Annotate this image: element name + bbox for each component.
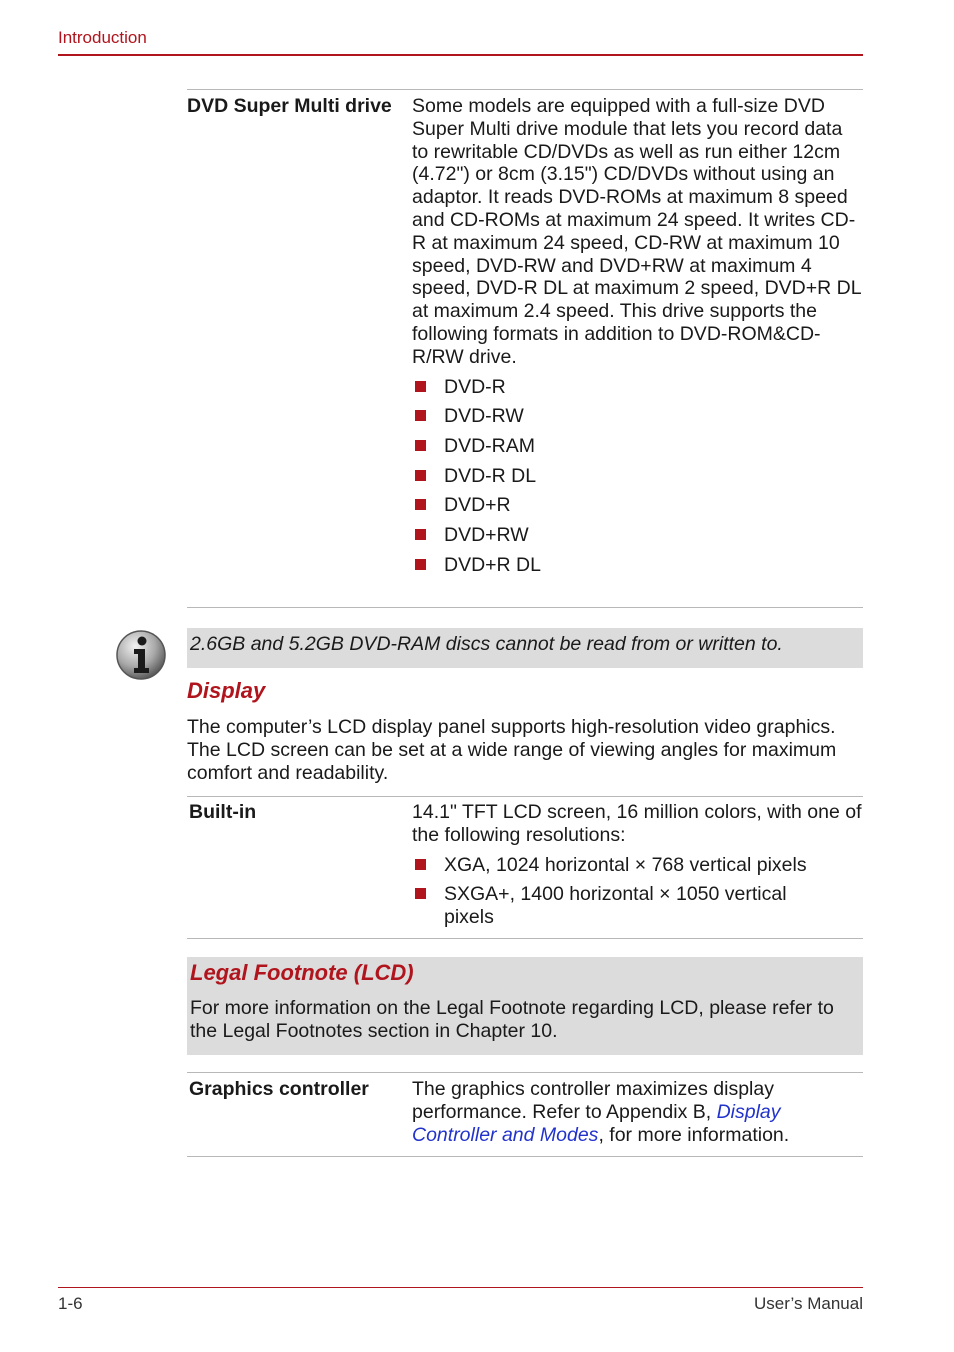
graphics-text-before: The graphics controller maximizes display performance. Refer to Appendix B,	[412, 1078, 774, 1123]
legal-footnote-title: Legal Footnote (LCD)	[190, 960, 414, 985]
list-item: DVD-R	[412, 376, 862, 399]
builtin-description: 14.1" TFT LCD screen, 16 million colors, with one of the following resolutions:	[412, 801, 862, 846]
table-bottom-rule	[187, 1156, 863, 1157]
list-item: DVD+R	[412, 494, 862, 517]
list-item: DVD-R DL	[412, 465, 862, 488]
display-controller-link[interactable]: Display Controller and Modes	[412, 1100, 781, 1146]
footer-title: User’s Manual	[754, 1294, 863, 1313]
dvd-drive-term: DVD Super Multi drive	[187, 95, 392, 117]
table-top-rule	[187, 1072, 863, 1073]
legal-footnote-text: For more information on the Legal Footnote regarding LCD, please refer to the Legal Footnotes section in Chapter 10.	[190, 997, 834, 1042]
footer-rule	[58, 1287, 863, 1288]
running-header: Introduction	[58, 28, 147, 47]
dvd-drive-definition	[412, 95, 862, 576]
table-top-rule	[187, 796, 863, 797]
builtin-definition	[412, 801, 862, 929]
table-top-rule	[187, 89, 863, 90]
section-title-display: Display	[187, 678, 266, 703]
page-number: 1-6	[58, 1294, 83, 1313]
list-item: DVD+RW	[412, 524, 862, 547]
list-item: DVD+R DL	[412, 554, 862, 577]
graphics-term: Graphics controller	[189, 1078, 369, 1100]
list-item: XGA, 1024 horizontal × 768 vertical pixels	[412, 854, 862, 877]
dvd-format-list	[412, 376, 862, 577]
table-bottom-rule	[187, 938, 863, 939]
list-item: DVD-RW	[412, 405, 862, 428]
graphics-text-after: , for more information.	[598, 1123, 790, 1146]
graphics-definition	[412, 1078, 852, 1146]
display-intro: The computer’s LCD display panel supports high-resolution video graphics. The LCD screen can be set at a wide range of viewing angles for maximum comfort and readability.	[187, 716, 837, 784]
resolution-list	[412, 854, 862, 929]
list-item: DVD-RAM	[412, 435, 862, 458]
info-icon	[115, 629, 167, 681]
builtin-term: Built-in	[189, 801, 257, 823]
table-bottom-rule	[187, 607, 863, 608]
list-item: SXGA+, 1400 horizontal × 1050 vertical pixels	[412, 883, 814, 929]
header-rule	[58, 54, 863, 56]
dvd-drive-description: Some models are equipped with a full-size DVD Super Multi drive module that lets you record data to rewritable CD/DVDs as well as run either 12cm (4.72") or 8cm (3.15") CD/DVDs without using an adaptor. It reads DVD-ROMs at maximum 8 speed and CD-ROMs at maximum 24 speed. It writes CD-R at maximum 24 speed, CD-RW at maximum 10 speed, DVD-RW and DVD+RW at maximum 4 speed, DVD-R DL at maximum 2 speed, DVD+R DL at maximum 2.4 speed. This drive supports the following formats in addition to DVD-ROM&CD-R/RW drive.	[412, 95, 861, 368]
note-text: 2.6GB and 5.2GB DVD-RAM discs cannot be read from or written to.	[190, 633, 783, 655]
